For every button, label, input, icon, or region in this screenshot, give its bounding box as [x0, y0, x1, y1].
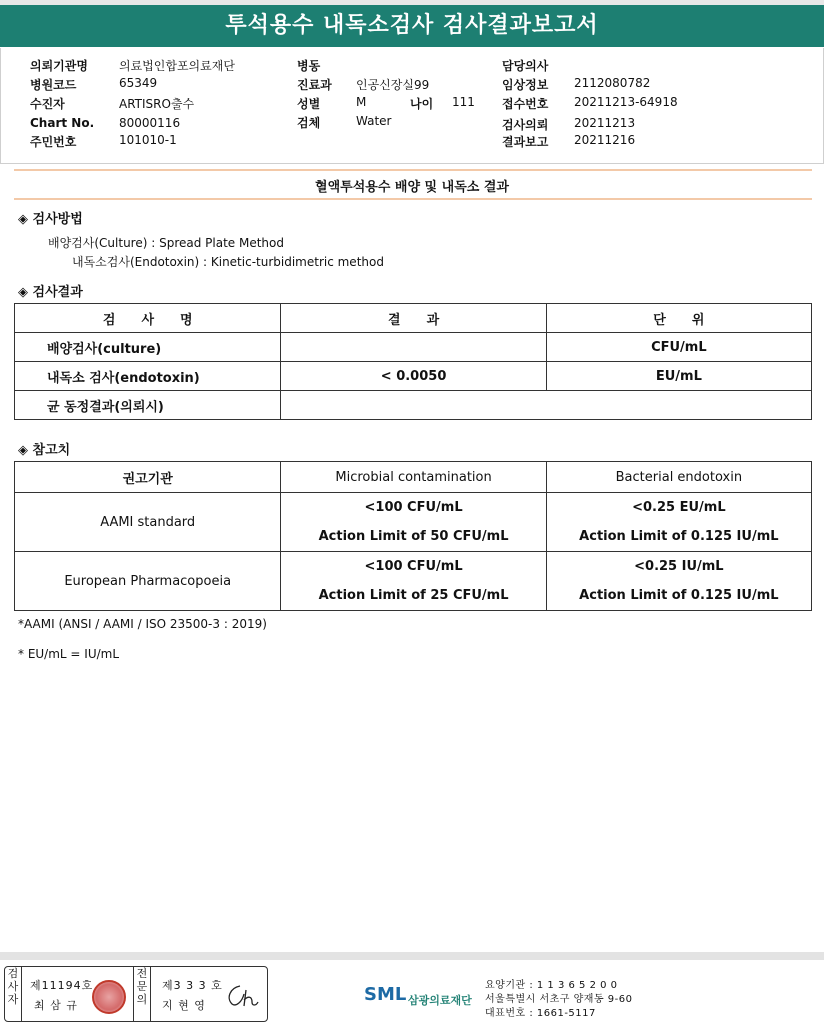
org-code: 요양기관 : 1 1 3 6 5 2 0 0 [485, 980, 618, 991]
header-cell: Microbial contamination [281, 462, 546, 493]
footer-divider [0, 952, 824, 960]
specialist-name: 지 현 영 [162, 999, 206, 1012]
table-row [15, 493, 812, 523]
info-label: 결과보고 [502, 135, 549, 149]
info-label: 병동 [297, 59, 321, 73]
inspector-license: 제11194호 [30, 979, 94, 992]
inspector-name: 최 삼 규 [34, 999, 78, 1012]
header-cell: 단 위 [546, 304, 811, 333]
age-label: 나이 [410, 97, 434, 111]
info-label: Chart No. [30, 116, 95, 130]
section-title: 혈액투석용수 배양 및 내독소 결과 [315, 180, 509, 195]
method-endotoxin: 내독소검사(Endotoxin) : Kinetic-turbidimetric method [72, 255, 384, 269]
method-culture: 배양검사(Culture) : Spread Plate Method [48, 236, 284, 250]
info-value: 20211216 [574, 133, 636, 147]
micro-action: Action Limit of 25 CFU/mL [281, 581, 546, 611]
info-value: 20211213 [574, 116, 636, 130]
info-value: 65349 [119, 76, 158, 90]
endo-action: Action Limit of 0.125 IU/mL [546, 581, 811, 611]
specialist-label: 전문의 [133, 967, 151, 1021]
note-units: * EU/mL = IU/mL [18, 647, 120, 661]
info-value: 2112080782 [574, 76, 651, 90]
micro-action: Action Limit of 50 CFU/mL [281, 522, 546, 552]
divider [14, 169, 812, 171]
test-name: 배양검사(culture) [15, 333, 281, 362]
info-label: 진료과 [297, 78, 332, 92]
table-row [15, 333, 812, 362]
results-heading: ◈ 검사결과 [18, 285, 83, 300]
info-value: Water [356, 114, 392, 128]
info-label: 임상정보 [502, 78, 549, 92]
test-unit: EU/mL [546, 362, 811, 391]
org-address: 서울특별시 서초구 양재동 9-60 [485, 994, 633, 1005]
info-value: M [356, 95, 367, 109]
table-header-row [15, 462, 812, 493]
report-title: 투석용수 내독소검사 검사결과보고서 [0, 5, 824, 47]
info-label: 검사의뢰 [502, 118, 549, 132]
info-value: 20211213-64918 [574, 95, 678, 109]
info-label: 검체 [297, 116, 321, 130]
test-unit: CFU/mL [546, 333, 811, 362]
endo-limit: <0.25 EU/mL [546, 493, 811, 523]
inspector-label: 검사자 [5, 967, 22, 1021]
info-label: 접수번호 [502, 97, 549, 111]
logo-subtitle: 삼광의료재단 [408, 994, 472, 1007]
info-label: 담당의사 [502, 59, 549, 73]
info-label: 수진자 [30, 97, 65, 111]
header-cell: 권고기관 [15, 462, 281, 493]
endo-action: Action Limit of 0.125 IU/mL [546, 522, 811, 552]
signature-icon [222, 982, 262, 1010]
info-value: 의료법인합포의료재단 [119, 59, 235, 73]
org-name: AAMI standard [15, 493, 281, 552]
reference-heading: ◈ 참고치 [18, 443, 71, 458]
endo-limit: <0.25 IU/mL [546, 552, 811, 582]
results-table [14, 303, 812, 420]
table-row [15, 552, 812, 582]
info-value: 80000116 [119, 116, 181, 130]
note-aami: *AAMI (ANSI / AAMI / ISO 23500-3 : 2019) [18, 617, 267, 631]
table-row [15, 391, 812, 420]
header-cell: Bacterial endotoxin [546, 462, 811, 493]
info-value: 인공신장실99 [356, 78, 430, 92]
org-name: European Pharmacopoeia [15, 552, 281, 611]
divider [14, 198, 812, 200]
age-value: 111 [452, 95, 475, 109]
method-heading: ◈ 검사방법 [18, 212, 83, 227]
info-label: 성별 [297, 97, 321, 111]
test-result [281, 333, 546, 362]
header-cell: 검 사 명 [15, 304, 281, 333]
info-label: 주민번호 [30, 135, 77, 149]
info-label: 병원코드 [30, 78, 77, 92]
sml-logo-icon: SML [364, 984, 407, 1005]
specialist-license: 제3 3 3 호 [162, 979, 223, 992]
info-value: 101010-1 [119, 133, 177, 147]
micro-limit: <100 CFU/mL [281, 493, 546, 523]
info-value: ARTISRO출수 [119, 97, 195, 111]
info-label: 의뢰기관명 [30, 59, 88, 73]
table-row [15, 362, 812, 391]
test-name: 내독소 검사(endotoxin) [15, 362, 281, 391]
seal-stamp-icon [92, 980, 126, 1014]
micro-limit: <100 CFU/mL [281, 552, 546, 582]
table-header-row [15, 304, 812, 333]
header-cell: 결 과 [281, 304, 546, 333]
test-result [281, 391, 812, 420]
org-phone: 대표번호 : 1661-5117 [485, 1008, 596, 1019]
test-result: < 0.0050 [281, 362, 546, 391]
test-name: 균 동정결과(의뢰시) [15, 391, 281, 420]
reference-table [14, 461, 812, 611]
